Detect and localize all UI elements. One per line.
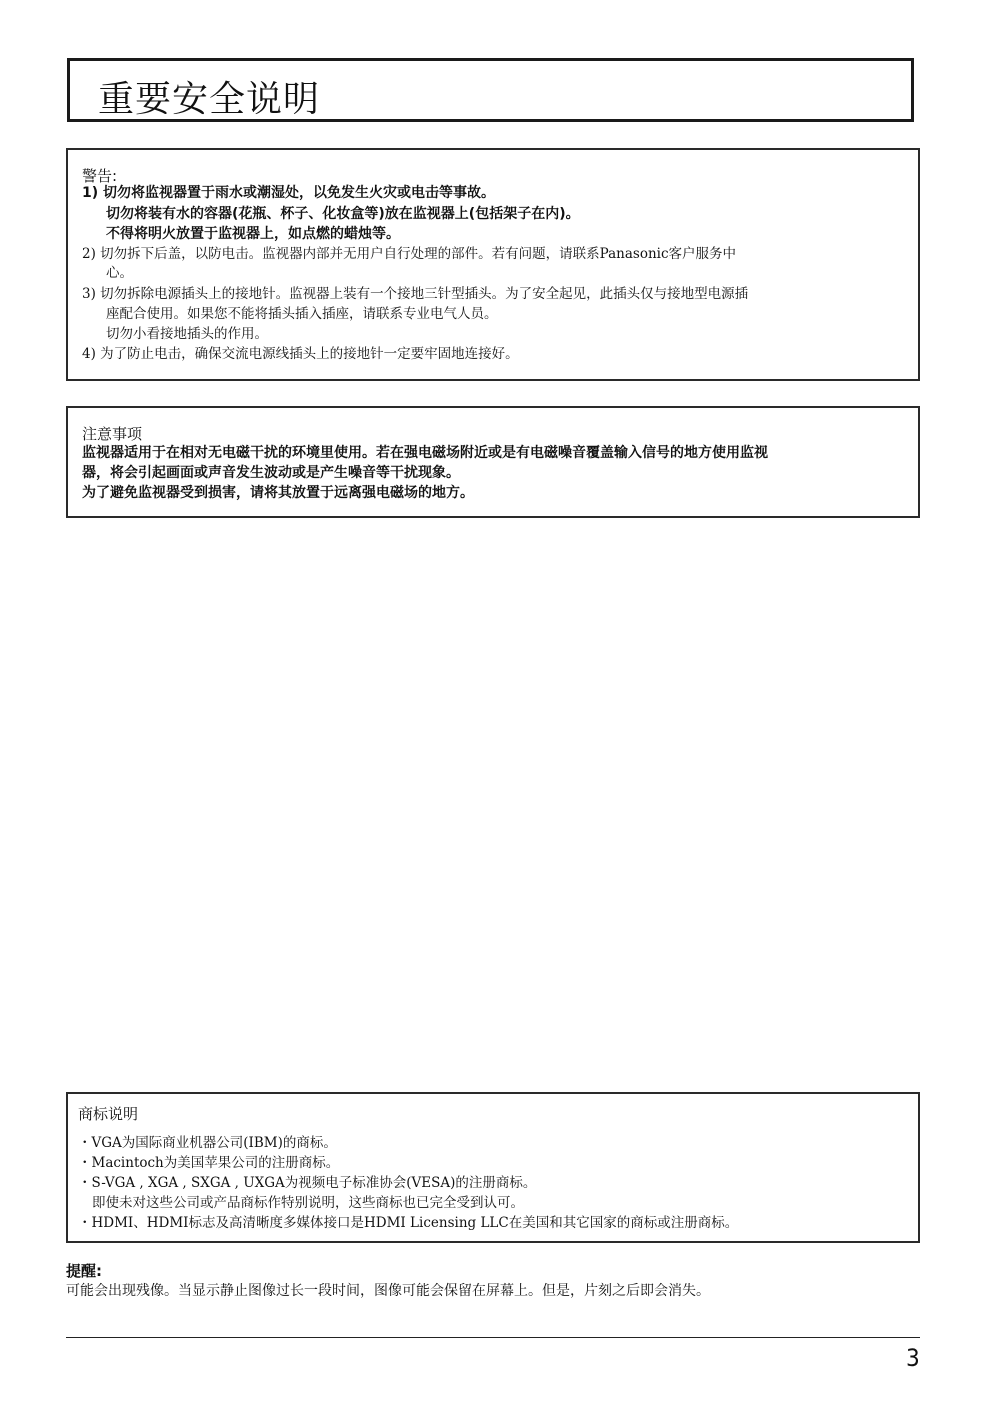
caution-box: [66, 406, 920, 518]
warning-line-2: 2) 切勿拆下后盖，以防电击。监视器内部并无用户自行处理的部件。若有问题，请联系Panasonic客户服务中: [82, 246, 737, 262]
caution-line-1: 监视器适用于在相对无电磁干扰的环境里使用。若在强电磁场附近或是有电磁噪音覆盖输入信号的地方使用监视: [82, 445, 768, 461]
warning-box: [66, 148, 920, 381]
caution-line-3: 为了避免监视器受到损害，请将其放置于远离强电磁场的地方。: [82, 485, 474, 501]
trademark-box: [66, 1092, 920, 1243]
warning-line-3c: 切勿小看接地插头的作用。: [106, 326, 268, 342]
title-box: [67, 58, 914, 122]
page-number: 3: [906, 1344, 920, 1372]
page-title: 重要安全说明: [98, 79, 321, 120]
warning-line-1c: 不得将明火放置于监视器上，如点燃的蜡烛等。: [106, 226, 400, 242]
warning-line-2b: 心。: [106, 265, 133, 281]
trademark-line-3: ・S-VGA , XGA , SXGA , UXGA为视频电子标准协会(VESA)的注册商标。: [78, 1175, 537, 1191]
trademark-heading: 商标说明: [78, 1105, 139, 1123]
warning-heading: 警告:: [82, 167, 118, 185]
warning-line-4: 4) 为了防止电击，确保交流电源线插头上的接地针一定要牢固地连接好。: [82, 346, 519, 362]
trademark-line-1: ・VGA为国际商业机器公司(IBM)的商标。: [78, 1135, 337, 1151]
reminder-heading: 提醒:: [66, 1262, 102, 1280]
trademark-line-4: 即使未对这些公司或产品商标作特别说明，这些商标也已完全受到认可。: [92, 1195, 524, 1211]
warning-line-3b: 座配合使用。如果您不能将插头插入插座，请联系专业电气人员。: [106, 306, 498, 322]
trademark-line-2: ・Macintoch为美国苹果公司的注册商标。: [78, 1155, 340, 1171]
caution-line-2: 器，将会引起画面或声音发生波动或是产生噪音等干扰现象。: [82, 465, 460, 481]
trademark-line-5: ・HDMI、HDMI标志及高清晰度多媒体接口是HDMI Licensing LLC在美国和其它国家的商标或注册商标。: [78, 1215, 739, 1231]
reminder-text: 可能会出现残像。当显示静止图像过长一段时间，图像可能会保留在屏幕上。但是，片刻之后即会消失。: [66, 1283, 710, 1299]
warning-line-1: 1) 切勿将监视器置于雨水或潮湿处，以免发生火灾或电击等事故。: [82, 185, 496, 201]
footer-divider: [66, 1337, 920, 1338]
caution-heading: 注意事项: [82, 425, 143, 443]
warning-line-3: 3) 切勿拆除电源插头上的接地针。监视器上装有一个接地三针型插头。为了安全起见，此插头仅与接地型电源插: [82, 286, 749, 302]
warning-line-1b: 切勿将装有水的容器(花瓶、杯子、化妆盒等)放在监视器上(包括架子在内)。: [106, 206, 580, 222]
